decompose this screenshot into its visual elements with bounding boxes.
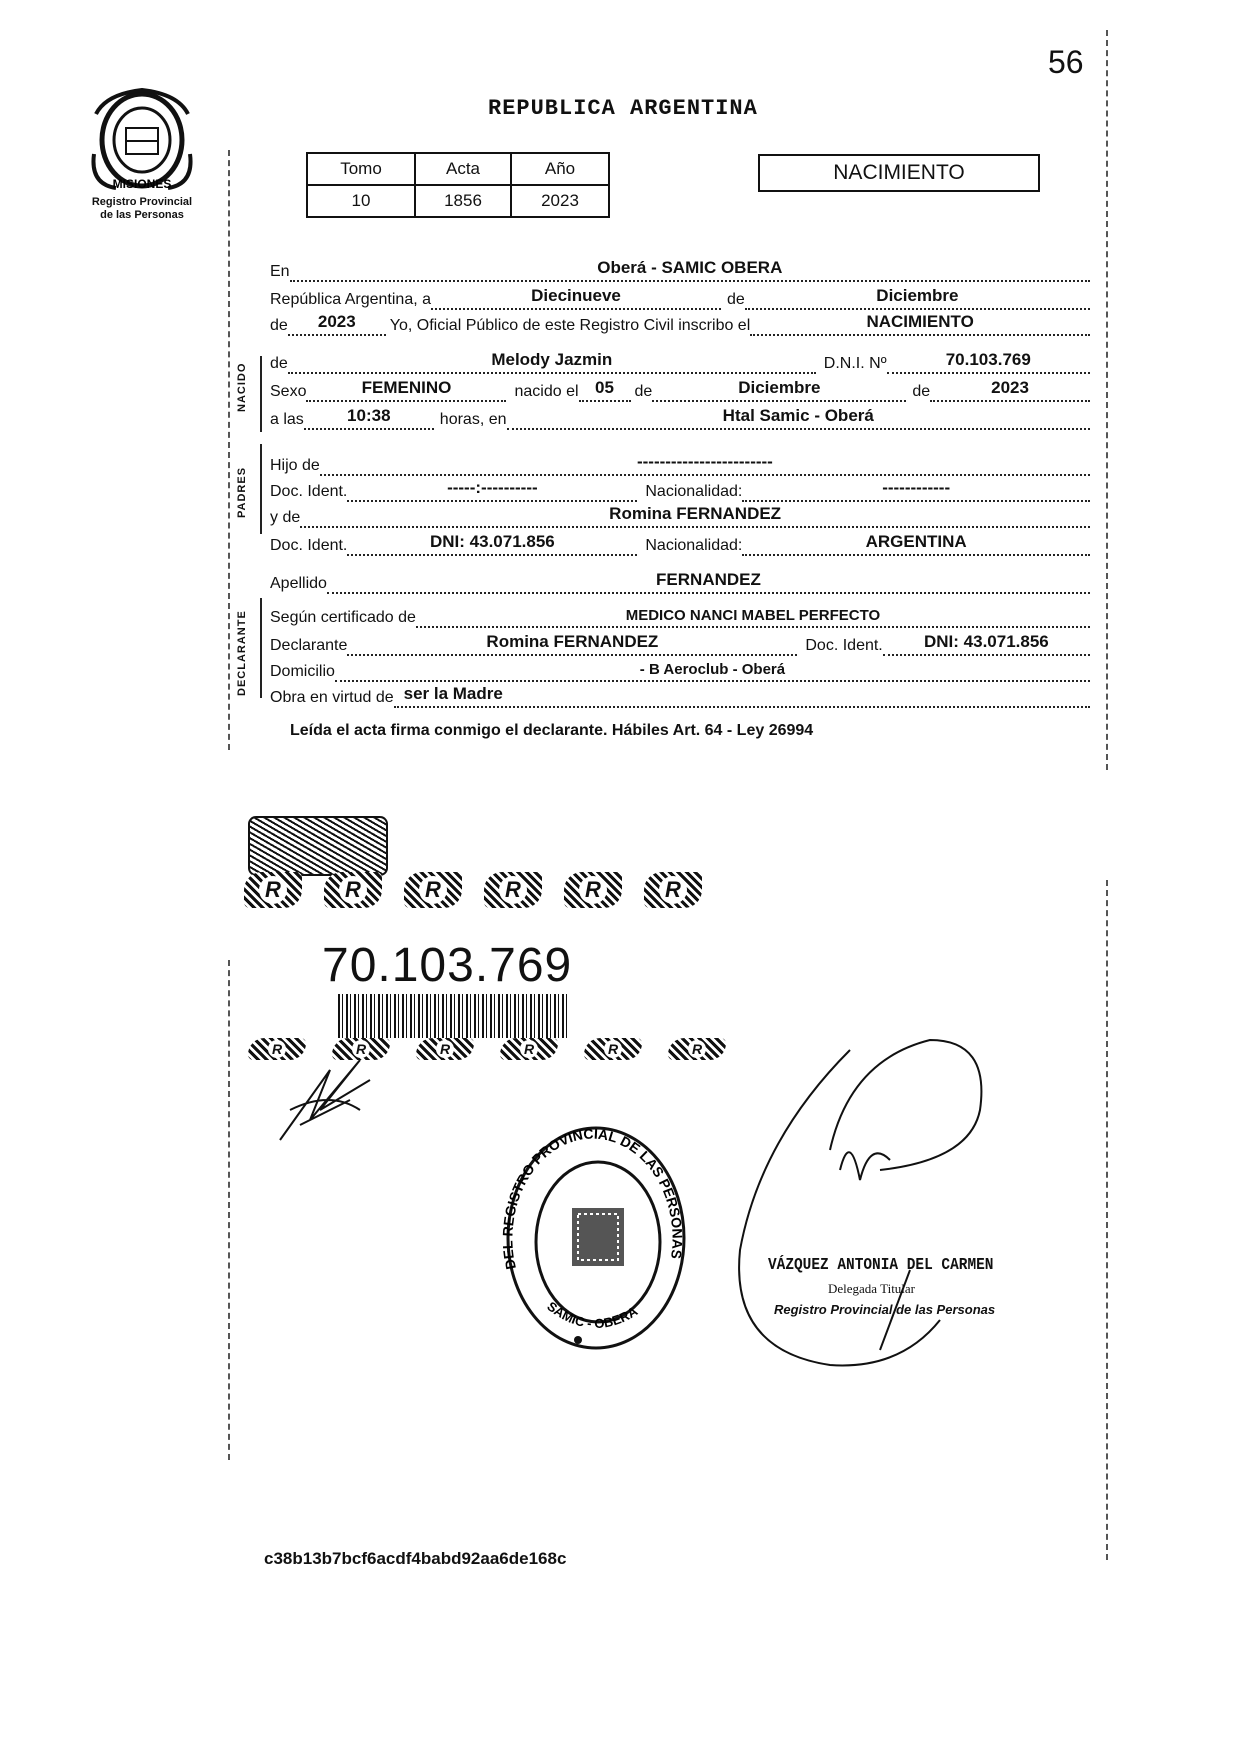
nac-mes-value: Diciembre — [738, 378, 821, 397]
registry-r-mark: R — [248, 1038, 306, 1060]
yo-label: Yo, Oficial Público de este Registro Civil inscribo el — [389, 317, 751, 334]
row-declarante — [270, 630, 1090, 656]
section-label-padres: PADRES — [236, 466, 248, 518]
en-label: En — [270, 263, 290, 280]
cert-value: MEDICO NANCI MABEL PERFECTO — [625, 607, 881, 624]
right-margin-dashes — [1106, 30, 1108, 770]
de-label-3: de — [634, 383, 653, 400]
lugar-value: Htal Samic - Oberá — [722, 406, 874, 425]
apellido-label: Apellido — [270, 575, 327, 592]
apellido-value: FERNANDEZ — [656, 570, 761, 589]
stamp-number: 70.103.769 — [322, 939, 573, 992]
record-table — [306, 152, 610, 218]
nombre-value: Melody Jazmin — [491, 350, 613, 369]
de-label-4: de — [912, 383, 931, 400]
official-signature — [700, 1020, 1020, 1380]
closing-statement: Leída el acta firma conmigo el declarante. Hábiles Art. 64 - Ley 26994 — [290, 722, 814, 739]
hijo-label: Hijo de — [270, 457, 320, 474]
sexo-label: Sexo — [270, 383, 307, 400]
registry-r-mark: R — [244, 872, 302, 908]
hora-value: 10:38 — [347, 406, 391, 425]
nac-dia-value: 05 — [595, 378, 614, 397]
right-margin-dashes-lower — [1106, 880, 1108, 1560]
decl-doc-value: DNI: 43.071.856 — [924, 632, 1049, 651]
holographic-stamp — [248, 816, 388, 876]
section-label-declarante: DECLARANTE — [236, 610, 248, 696]
en-value: Oberá - SAMIC OBERA — [597, 258, 783, 277]
row-hijo-de — [270, 450, 1090, 476]
declarante-value: Romina FERNANDEZ — [486, 632, 659, 651]
registry-r-mark: R — [644, 872, 702, 908]
row-hora-lugar — [270, 404, 1090, 430]
record-type-box: NACIMIENTO — [758, 154, 1040, 192]
section-label-nacido: NACIDO — [236, 362, 248, 412]
nacido-label: nacido el — [514, 383, 579, 400]
row-madre — [270, 502, 1090, 528]
mes-value: Diciembre — [876, 286, 959, 305]
registry-r-mark: R — [484, 872, 542, 908]
nac-label: Nacionalidad: — [645, 483, 743, 500]
registry-r-mark: R — [404, 872, 462, 908]
seal-bottom-text: SAMIC - OBERA — [544, 1298, 641, 1332]
seal-ring-text: DEL REGISTRO PROVINCIAL DE LAS PERSONAS — [499, 1125, 686, 1271]
row-apellido — [270, 568, 1090, 594]
registry-r-mark: R — [584, 1038, 642, 1060]
registry-r-mark: R — [564, 872, 622, 908]
madre-doc-value: DNI: 43.071.856 — [430, 532, 555, 551]
nombre-label: de — [270, 355, 288, 372]
de-label: de — [727, 291, 745, 308]
acto-value: NACIMIENTO — [866, 312, 974, 331]
seal-text: MISIONES — [112, 177, 172, 191]
row-obra — [270, 682, 1090, 708]
signatory-org: Registro Provincial de las Personas — [774, 1302, 996, 1317]
declarant-signature — [270, 1050, 380, 1150]
left-margin-dashes-lower — [228, 960, 230, 1460]
value-anio: 2023 — [511, 185, 609, 217]
page-number: 56 — [1048, 44, 1084, 80]
value-acta: 1856 — [415, 185, 511, 217]
row-certificado — [270, 602, 1090, 628]
bracket-nacido — [260, 356, 262, 432]
cert-label: Según certificado de — [270, 609, 416, 626]
registry-r-mark: R — [332, 1038, 390, 1060]
alas-label: a las — [270, 411, 304, 428]
left-margin-dashes — [228, 150, 230, 750]
doc-label-3: Doc. Ident. — [805, 637, 883, 654]
obra-value: ser la Madre — [403, 684, 503, 703]
signatory-role: Delegada Titular — [828, 1281, 916, 1296]
madre-value: Romina FERNANDEZ — [609, 504, 782, 523]
registry-r-mark: R — [324, 872, 382, 908]
registry-r-mark: R — [416, 1038, 474, 1060]
republica-label: República Argentina, a — [270, 291, 431, 308]
value-tomo: 10 — [307, 185, 415, 217]
sexo-value: FEMENINO — [361, 378, 452, 397]
bracket-padres — [260, 444, 262, 534]
security-strip-top — [244, 872, 702, 908]
registry-r-mark: R — [668, 1038, 726, 1060]
declarante-label: Declarante — [270, 637, 348, 654]
document-hash: c38b13b7bcf6acdf4babd92aa6de168c — [264, 1549, 567, 1568]
registry-label — [72, 196, 212, 222]
country-title: REPUBLICA ARGENTINA — [488, 96, 758, 121]
padre-doc-value: -----:---------- — [447, 478, 538, 497]
padre-nac-value: ------------ — [882, 478, 951, 497]
nac-anio-value: 2023 — [991, 378, 1029, 397]
header-anio: Año — [511, 153, 609, 185]
row-fecha-inscripcion — [270, 284, 1090, 310]
dia-value: Diecinueve — [531, 286, 621, 305]
padre-value: ------------------------ — [636, 452, 773, 471]
official-seal — [486, 1108, 686, 1358]
row-en — [270, 256, 1090, 282]
registry-label-line1: Registro Provincial — [91, 196, 193, 208]
row-sexo — [270, 376, 1090, 402]
province-seal-logo — [86, 84, 198, 194]
dni-label: D.N.I. Nº — [823, 355, 887, 372]
horas-label: horas, en — [439, 411, 507, 428]
madre-nac-value: ARGENTINA — [865, 532, 967, 551]
obra-label: Obra en virtud de — [270, 689, 394, 706]
de-label-2: de — [270, 317, 288, 334]
row-anio-acto — [270, 310, 1090, 336]
header-acta: Acta — [415, 153, 511, 185]
header-tomo: Tomo — [307, 153, 415, 185]
row-domicilio — [270, 656, 1090, 682]
domicilio-value: - B Aeroclub - Oberá — [639, 661, 786, 678]
dni-value: 70.103.769 — [945, 350, 1031, 369]
row-madre-doc — [270, 530, 1090, 556]
yde-label: y de — [270, 509, 301, 526]
registry-label-line2: de las Personas — [100, 209, 184, 221]
nac-label-2: Nacionalidad: — [645, 537, 743, 554]
anio-value: 2023 — [317, 312, 356, 331]
doc-label: Doc. Ident. — [270, 483, 348, 500]
barcode — [338, 994, 568, 1038]
svg-text:SAMIC - OBERA — [544, 1299, 640, 1332]
bracket-declarante — [260, 598, 262, 698]
row-nombre — [270, 348, 1090, 374]
row-padre-doc — [270, 476, 1090, 502]
signatory-name: VÁZQUEZ ANTONIA DEL CARMEN — [768, 1256, 994, 1275]
registry-r-mark: R — [500, 1038, 558, 1060]
doc-label-2: Doc. Ident. — [270, 537, 348, 554]
domicilio-label: Domicilio — [270, 663, 335, 680]
